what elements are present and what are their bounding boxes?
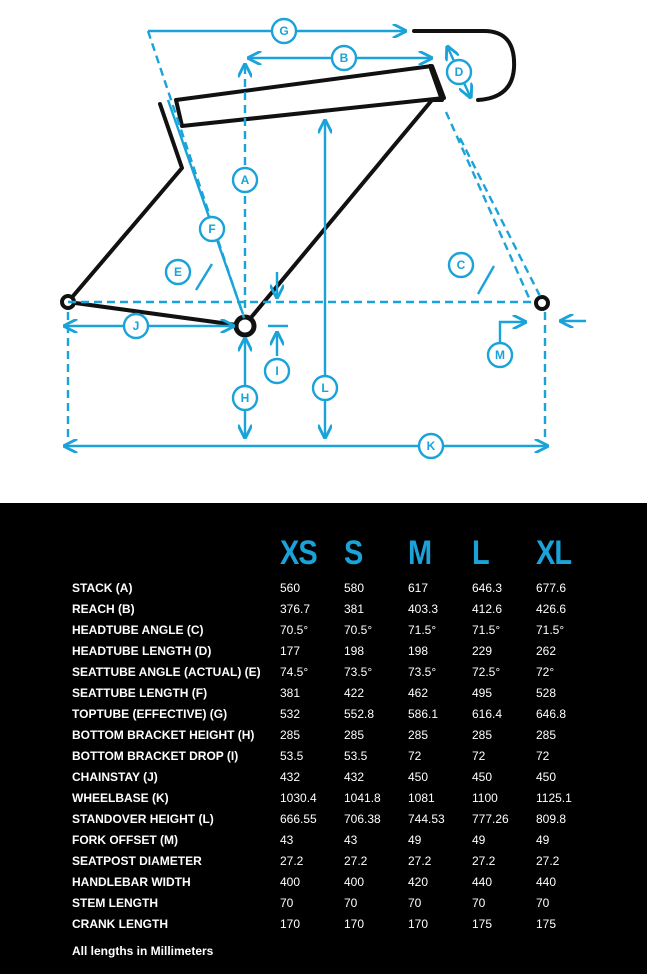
svg-text:B: B (339, 51, 349, 65)
table-cell: 71.5° (472, 623, 501, 637)
row-label: CHAINSTAY (J) (72, 770, 158, 784)
table-cell: 440 (472, 875, 493, 889)
size-header-xl: XL (536, 534, 572, 572)
label-f (200, 217, 224, 241)
label-j (124, 314, 148, 338)
table-cell: 1100 (472, 791, 498, 805)
table-cell: 285 (536, 728, 557, 742)
row-label: HEADTUBE LENGTH (D) (72, 644, 212, 658)
table-cell: 72° (536, 665, 555, 679)
table-cell: 70.5° (280, 623, 309, 637)
table-cell: 72 (472, 749, 486, 763)
dim-m (500, 322, 524, 345)
bottom-bracket (236, 317, 254, 335)
table-cell: 1125.1 (536, 791, 572, 805)
table-cell: 462 (408, 686, 429, 700)
table-cell: 285 (472, 728, 493, 742)
label-m (488, 343, 512, 367)
label-k (419, 434, 443, 458)
label-e (166, 260, 190, 284)
table-cell: 170 (344, 917, 365, 931)
svg-text:E: E (173, 265, 183, 279)
table-cell: 27.2 (536, 854, 560, 868)
table-cell: 74.5° (280, 665, 309, 679)
table-cell: 177 (280, 644, 301, 658)
svg-text:K: K (426, 439, 436, 453)
headtube-axis-2 (460, 138, 542, 300)
row-label: BOTTOM BRACKET HEIGHT (H) (72, 728, 255, 742)
svg-text:L: L (321, 381, 329, 395)
table-cell: 1041.8 (344, 791, 381, 805)
table-cell: 381 (280, 686, 301, 700)
table-cell: 27.2 (472, 854, 496, 868)
table-cell: 646.3 (472, 581, 503, 595)
table-cell: 170 (408, 917, 429, 931)
label-a (233, 168, 257, 192)
table-cell: 528 (536, 686, 557, 700)
size-header-s: S (344, 534, 363, 572)
table-cell: 70 (280, 896, 294, 910)
size-header-xs: XS (280, 534, 317, 572)
row-label: BOTTOM BRACKET DROP (I) (72, 749, 239, 763)
label-c (449, 253, 473, 277)
table-cell: 175 (536, 917, 557, 931)
down-tube (244, 100, 432, 326)
table-cell: 27.2 (344, 854, 368, 868)
svg-text:I: I (275, 364, 279, 378)
row-label: TOPTUBE (EFFECTIVE) (G) (72, 707, 228, 721)
label-d (447, 60, 471, 84)
table-cell: 400 (344, 875, 365, 889)
table-cell: 532 (280, 707, 301, 721)
top-tube (176, 66, 444, 126)
table-cell: 432 (344, 770, 365, 784)
table-cell: 666.55 (280, 812, 317, 826)
table-cell: 170 (280, 917, 301, 931)
table-cell: 73.5° (408, 665, 437, 679)
table-cell: 49 (536, 833, 550, 847)
label-i (265, 359, 289, 383)
table-cell: 617 (408, 581, 429, 595)
table-cell: 229 (472, 644, 493, 658)
table-cell: 262 (536, 644, 557, 658)
table-cell: 744.53 (408, 812, 445, 826)
table-cell: 285 (344, 728, 365, 742)
table-cell: 450 (408, 770, 429, 784)
table-cell: 72 (536, 749, 550, 763)
table-cell: 586.1 (408, 707, 439, 721)
svg-text:M: M (495, 348, 505, 362)
row-label: STEM LENGTH (72, 896, 158, 910)
table-cell: 72 (408, 749, 422, 763)
svg-text:G: G (279, 24, 289, 38)
table-cell: 27.2 (280, 854, 304, 868)
svg-text:J: J (132, 319, 140, 333)
table-cell: 285 (280, 728, 301, 742)
table-cell: 420 (408, 875, 429, 889)
table-cell: 552.8 (344, 707, 375, 721)
table-cell: 432 (280, 770, 301, 784)
table-cell: 71.5° (536, 623, 565, 637)
row-label: HANDLEBAR WIDTH (72, 875, 191, 889)
row-label: SEATTUBE LENGTH (F) (72, 686, 208, 700)
table-cell: 43 (344, 833, 358, 847)
table-cell: 400 (280, 875, 301, 889)
table-cell: 70.5° (344, 623, 373, 637)
svg-text:F: F (208, 222, 216, 236)
table-cell: 809.8 (536, 812, 567, 826)
table-cell: 450 (536, 770, 557, 784)
table-cell: 198 (408, 644, 429, 658)
table-cell: 403.3 (408, 602, 439, 616)
row-label: WHEELBASE (K) (72, 791, 169, 805)
row-label: REACH (B) (72, 602, 135, 616)
table-cell: 495 (472, 686, 493, 700)
table-cell: 70 (472, 896, 486, 910)
table-cell: 777.26 (472, 812, 509, 826)
table-cell: 285 (408, 728, 429, 742)
row-label: STANDOVER HEIGHT (L) (72, 812, 214, 826)
size-header-m: M (408, 534, 432, 572)
table-cell: 72.5° (472, 665, 501, 679)
row-label: SEATPOST DIAMETER (72, 854, 202, 868)
table-cell: 198 (344, 644, 365, 658)
table-cell: 70 (536, 896, 550, 910)
table-cell: 70 (344, 896, 358, 910)
table-cell: 706.38 (344, 812, 381, 826)
table-cell: 376.7 (280, 602, 311, 616)
table-cell: 677.6 (536, 581, 567, 595)
table-cell: 175 (472, 917, 493, 931)
size-header-l: L (472, 534, 489, 572)
table-cell: 49 (472, 833, 486, 847)
table-cell: 53.5 (280, 749, 304, 763)
table-cell: 27.2 (408, 854, 432, 868)
row-label: FORK OFFSET (M) (72, 833, 178, 847)
svg-text:C: C (456, 258, 466, 272)
label-h (233, 386, 257, 410)
front-axle (536, 297, 548, 309)
table-cell: 49 (408, 833, 422, 847)
table-cell: 422 (344, 686, 365, 700)
table-cell: 43 (280, 833, 294, 847)
label-g (272, 19, 296, 43)
label-l (313, 376, 337, 400)
svg-text:A: A (240, 173, 250, 187)
table-cell: 73.5° (344, 665, 373, 679)
table-cell: 1081 (408, 791, 435, 805)
svg-text:H: H (240, 391, 250, 405)
table-cell: 71.5° (408, 623, 437, 637)
chain-stay (68, 302, 244, 326)
table-cell: 53.5 (344, 749, 368, 763)
table-cell: 440 (536, 875, 557, 889)
table-cell: 426.6 (536, 602, 567, 616)
svg-text:D: D (454, 65, 464, 79)
table-cell: 450 (472, 770, 493, 784)
table-cell: 70 (408, 896, 422, 910)
table-cell: 412.6 (472, 602, 503, 616)
row-label: CRANK LENGTH (72, 917, 168, 931)
table-cell: 580 (344, 581, 365, 595)
label-b (332, 46, 356, 70)
units-footnote: All lengths in Millimeters (72, 944, 214, 958)
table-cell: 1030.4 (280, 791, 317, 805)
table-cell: 646.8 (536, 707, 567, 721)
row-label: SEATTUBE ANGLE (ACTUAL) (E) (72, 665, 261, 679)
table-cell: 616.4 (472, 707, 503, 721)
table-cell: 560 (280, 581, 301, 595)
table-cell: 381 (344, 602, 365, 616)
row-label: STACK (A) (72, 581, 133, 595)
row-label: HEADTUBE ANGLE (C) (72, 623, 204, 637)
